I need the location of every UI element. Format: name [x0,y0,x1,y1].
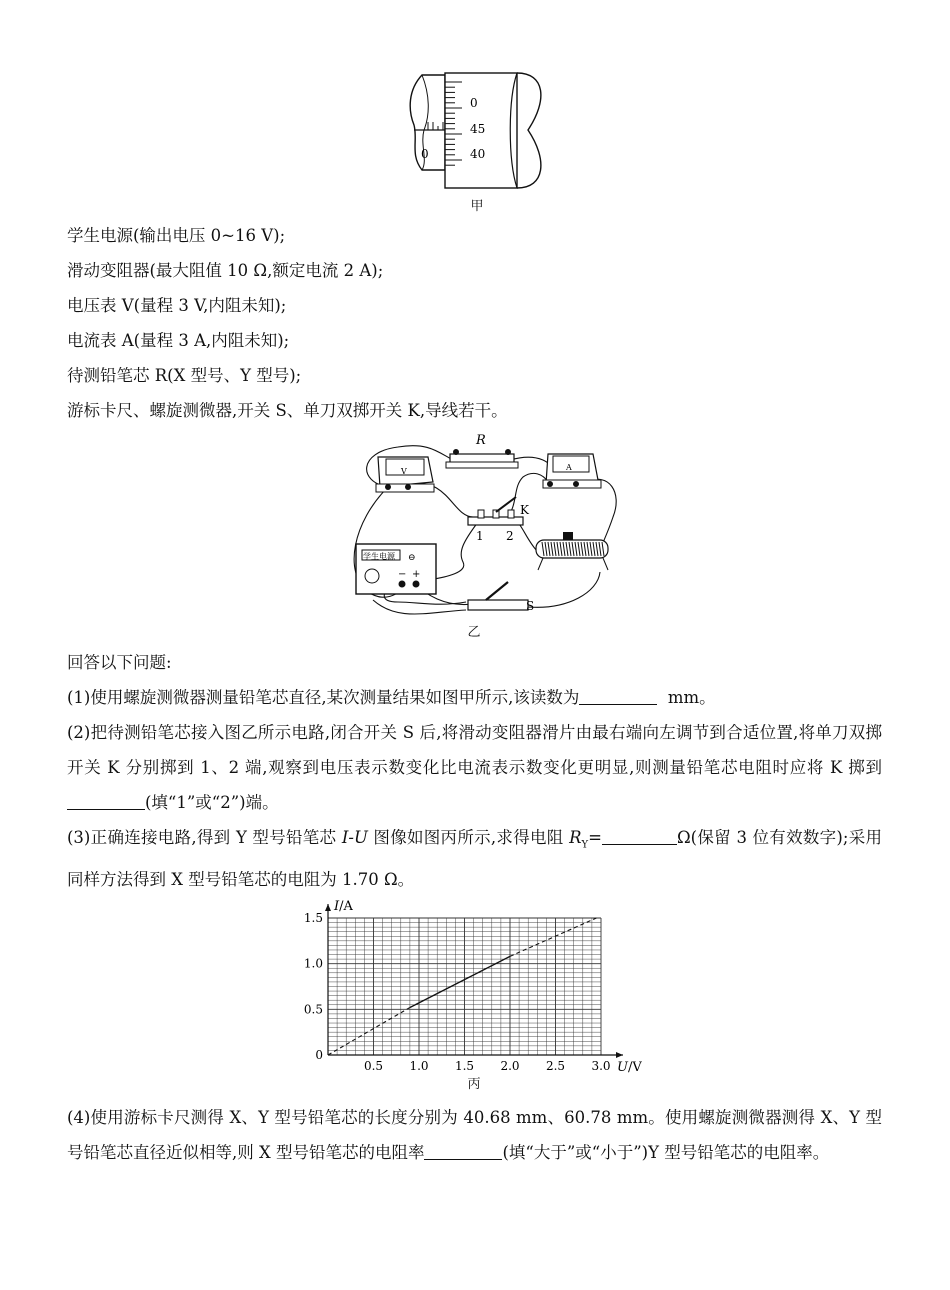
power-supply-sign: ⊖ [408,553,416,563]
x-tick-label: 1.5 [454,1059,475,1073]
switch-K-terminal-1: 1 [476,529,484,543]
ammeter-label: A [566,463,572,472]
power-plus-label: + [412,569,421,580]
thimble-label-0: 0 [470,96,478,110]
y-tick-label: 1.5 [303,911,323,925]
x-tick-label: 2.5 [545,1059,566,1073]
y-tick-label: 0 [315,1048,323,1062]
y-tick-label: 0.5 [303,1002,323,1017]
answer-blank-q1[interactable] [579,688,657,705]
switch-K-label: K [520,503,529,517]
switch-K-terminal-2: 2 [506,529,514,543]
figure-yi-caption: 乙 [467,625,481,640]
x-axis-label: U/V [617,1060,642,1075]
material-voltmeter: 电压表 V(量程 3 V,内阻未知); [67,296,287,315]
x-tick-label: 3.0 [591,1059,611,1073]
answer-blank-q3[interactable] [602,828,677,845]
y-axis-label: I/A [334,899,353,914]
resistor-label: R [476,433,486,448]
answer-blank-q2[interactable] [67,793,145,810]
answer-blank-q4[interactable] [424,1143,502,1160]
material-power-supply: 学生电源(输出电压 0~16 V); [67,226,286,245]
question-3: (3)正确连接电路,得到 Y 型号铅笔芯 I-U 图像如图丙所示,求得电阻 $R_Y= \Omega$(保留 3 位有效数字);采用同样方法得到 X 型号铅笔芯的电阻为 1.70 Ω。 [67,828,882,890]
rheostat [536,532,608,570]
micrometer-figure [400,70,550,195]
figure-jia-caption: 甲 [470,199,484,214]
material-rheostat: 滑动变阻器(最大阻值 10 Ω,额定电流 2 A); [67,261,384,280]
ammeter [543,454,601,488]
voltmeter [376,457,434,492]
figure-bing-caption: 丙 [467,1077,481,1092]
switch-S [468,582,534,613]
resistor-R [446,433,518,468]
power-minus-label: − [398,569,407,580]
switch-S-label: S [526,599,535,613]
iu-line-dashed [510,918,596,956]
question-2: (2)把待测铅笔芯接入图乙所示电路,闭合开关 S 后,将滑动变阻器滑片由最右端向左调节到合适位置,将单刀双掷开关 K 分别掷到 1、2 端,观察到电压表示数变化比电流表示数变化更明显,则测量铅笔芯电阻时应将 K 掷到(填“1”或“2”)端。 [67,723,882,812]
material-ammeter: 电流表 A(量程 3 A,内阻未知); [67,331,290,350]
x-tick-label: 2.0 [500,1059,520,1073]
voltmeter-label: V [401,467,407,476]
sleeve-zero-label: 0 [421,147,429,161]
y-tick-label: 1.0 [303,956,323,971]
power-supply-label: 学生电源 [363,552,395,561]
x-tick-label: 1.0 [409,1059,429,1073]
iu-chart [300,895,660,1095]
material-tools: 游标卡尺、螺旋测微器,开关 S、单刀双掷开关 K,导线若干。 [67,401,508,420]
thimble-label-45: 45 [470,122,486,136]
power-supply [356,544,436,594]
question-1: (1)使用螺旋测微器测量铅笔芯直径,某次测量结果如图甲所示,该读数为 mm。 [67,688,716,707]
question-4: (4)使用游标卡尺测得 X、Y 型号铅笔芯的长度分别为 40.68 mm、60.78 mm。使用螺旋测微器测得 X、Y 型号铅笔芯直径近似相等,则 X 型号铅笔芯的电阻率 (填“大于”或“小于”)Y 型号铅笔芯的电阻率。 [67,1108,882,1162]
iu-line-dashed [328,1008,410,1055]
thimble-label-40: 40 [470,147,486,161]
x-tick-label: 0.5 [363,1059,384,1073]
questions-intro: 回答以下问题: [67,653,172,672]
circuit-figure [338,432,628,637]
switch-K [468,497,530,543]
material-pencil-lead: 待测铅笔芯 R(X 型号、Y 型号); [67,366,302,385]
